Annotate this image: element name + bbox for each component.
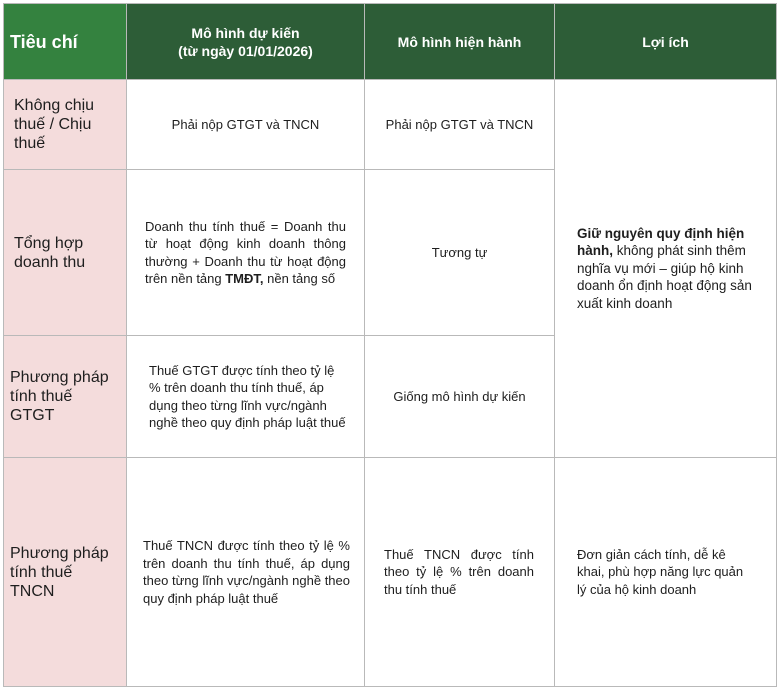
header-benefit-label: Lợi ích bbox=[642, 33, 689, 50]
row2-criteria-text: Tổng hợp doanh thu bbox=[14, 234, 86, 271]
row1-criteria bbox=[3, 80, 127, 170]
row2-current bbox=[365, 170, 555, 336]
row2-current-text: Tương tự bbox=[431, 244, 488, 260]
row1-current bbox=[365, 80, 555, 170]
header-current bbox=[365, 3, 555, 80]
header-proposed-label: Mô hình dự kiến bbox=[191, 24, 300, 41]
header-benefit bbox=[555, 3, 777, 80]
benefit-merged-rest: không phát sinh thêm nghĩa vụ mới – giúp hộ kinh doanh ổn định hoạt động sản xuất kinh doanh bbox=[577, 243, 752, 311]
row3-criteria-text: Phương pháp tính thuế GTGT bbox=[10, 369, 109, 424]
benefit-merged bbox=[555, 80, 777, 458]
row2-proposed bbox=[127, 170, 365, 336]
header-proposed bbox=[127, 3, 365, 80]
row2-proposed-text bbox=[145, 218, 346, 288]
row1-criteria-text: Không chịu thuế / Chịu thuế bbox=[14, 97, 95, 152]
row4-proposed bbox=[127, 458, 365, 687]
header-current-label: Mô hình hiện hành bbox=[397, 33, 522, 50]
benefit-merged-text bbox=[577, 225, 756, 313]
row4-proposed-text: Thuế TNCN được tính theo tỷ lệ % trên doanh thu tính thuế, áp dụng theo từng lĩnh vực/ngành nghề theo quy định pháp luật thuế bbox=[143, 538, 350, 606]
row3-proposed-text: Thuế GTGT được tính theo tỷ lệ % trên doanh thu tính thuế, áp dụng theo từng lĩnh vực/ngành nghề theo quy định pháp luật thuế bbox=[149, 362, 346, 430]
header-criteria-label: Tiêu chí bbox=[10, 31, 78, 52]
row3-current bbox=[365, 336, 555, 458]
benefit-merged-bold: Giữ nguyên quy định hiện hành, bbox=[577, 225, 745, 259]
row2-proposed-bold: TMĐT, bbox=[225, 271, 264, 286]
row1-current-text: Phải nộp GTGT và TNCN bbox=[385, 116, 534, 132]
row3-criteria bbox=[3, 336, 127, 458]
header-criteria bbox=[3, 3, 127, 80]
row2-criteria bbox=[3, 170, 127, 336]
row4-benefit bbox=[555, 458, 777, 687]
row2-proposed-pre: Doanh thu tính thuế = Doanh thu từ hoạt động kinh doanh thông thường + Doanh thu từ hoạt động trên nền tảng bbox=[145, 218, 346, 286]
row1-proposed-text: Phải nộp GTGT và TNCN bbox=[171, 116, 320, 132]
row3-current-text: Giống mô hình dự kiến bbox=[393, 388, 526, 404]
row3-proposed bbox=[127, 336, 365, 458]
row2-proposed-post: nền tảng số bbox=[263, 271, 336, 286]
row4-current-text: Thuế TNCN được tính theo tỷ lệ % trên doanh thu tính thuế bbox=[384, 546, 534, 597]
row4-current bbox=[365, 458, 555, 687]
row4-criteria-text: Phương pháp tính thuế TNCN bbox=[10, 544, 109, 600]
header-proposed-date: (từ ngày 01/01/2026) bbox=[178, 42, 313, 59]
row4-benefit-text: Đơn giản cách tính, dễ kê khai, phù hợp năng lực quản lý của hộ kinh doanh bbox=[577, 546, 744, 597]
comparison-table bbox=[3, 3, 777, 687]
row1-proposed bbox=[127, 80, 365, 170]
row4-criteria bbox=[3, 458, 127, 687]
